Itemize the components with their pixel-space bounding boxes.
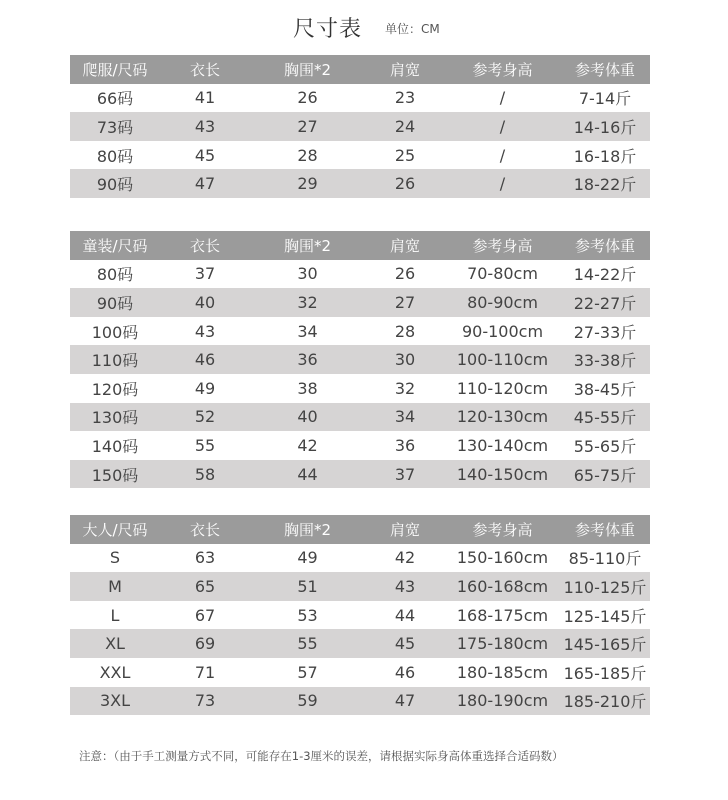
table-cell: 65-75斤 [573, 465, 637, 485]
table-cell: 30 [394, 350, 416, 370]
table-cell: 43 [394, 576, 416, 596]
table-cell: 44 [297, 464, 318, 484]
table-cell: 14-22斤 [573, 265, 637, 285]
table-cell: 185-210斤 [563, 692, 647, 712]
table-cell: 165-185斤 [563, 663, 647, 683]
table-cell: 42 [394, 548, 416, 568]
table-cell: 28 [394, 321, 416, 341]
table-cell: 150码 [91, 465, 139, 485]
table-cell: 18-22斤 [573, 175, 637, 195]
table-cell: 36 [394, 435, 416, 455]
table-cell: 45 [394, 634, 416, 654]
table-cell: 27 [297, 116, 318, 136]
table-cell: 30 [297, 264, 318, 284]
table-cell: 67 [194, 605, 216, 625]
page-title: 尺寸表 [293, 17, 363, 42]
table-cell: XXL [99, 662, 131, 682]
column-header: 参考体重 [574, 60, 635, 79]
table-row [70, 629, 650, 658]
table-cell: 42 [297, 435, 318, 455]
table-cell: 120码 [91, 379, 139, 399]
table-cell: 120-130cm [456, 407, 549, 427]
table-cell: 80-90cm [467, 292, 538, 312]
table-row [70, 345, 650, 374]
table-cell: 38-45斤 [573, 379, 637, 399]
column-header: 胸围*2 [283, 236, 332, 255]
table-cell: 26 [394, 264, 416, 284]
table-cell: 34 [297, 321, 318, 341]
table-cell: 58 [194, 464, 216, 484]
column-header: 衣长 [189, 236, 220, 255]
table-row [70, 544, 650, 573]
table-cell: L [110, 605, 120, 625]
table-row [70, 572, 650, 601]
table-cell: 27 [394, 292, 416, 312]
table-cell: 57 [297, 662, 318, 682]
table-cell: 110-120cm [456, 378, 549, 398]
table-cell: S [109, 548, 121, 568]
column-header: 胸围*2 [283, 520, 332, 539]
table-row [70, 169, 650, 198]
table-cell: 28 [297, 145, 318, 165]
table-cell: 47 [394, 691, 416, 711]
table-cell: 150-160cm [456, 548, 549, 568]
table-cell: 130-140cm [456, 435, 549, 455]
table-cell: 65 [194, 576, 216, 596]
column-header: 胸围*2 [283, 60, 332, 79]
table-cell: 40 [194, 292, 216, 312]
table-row [70, 460, 650, 489]
table-cell: 63 [194, 548, 216, 568]
table-cell: 43 [194, 321, 216, 341]
table-row [70, 601, 650, 630]
table-cell: 27-33斤 [573, 322, 637, 342]
table-cell: 25 [394, 145, 416, 165]
table-cell: 37 [394, 464, 416, 484]
column-header: 肩宽 [389, 520, 420, 539]
table-row [70, 260, 650, 289]
table-cell: 14-16斤 [573, 117, 637, 137]
column-header: 肩宽 [389, 60, 420, 79]
table-cell: 26 [394, 174, 416, 194]
table-header-row [70, 231, 650, 260]
table-cell: 33-38斤 [573, 351, 637, 371]
table-cell: 49 [194, 378, 216, 398]
table-cell: M [108, 576, 122, 596]
table-cell: 24 [394, 116, 416, 136]
table-row [70, 431, 650, 460]
table-cell: XL [105, 634, 125, 654]
table-cell: 37 [194, 264, 216, 284]
table-cell: 44 [394, 605, 416, 625]
table-cell: 180-185cm [456, 662, 549, 682]
column-header: 童装/尺码 [82, 236, 148, 255]
table-cell: 71 [194, 662, 216, 682]
table-cell: 145-165斤 [563, 635, 647, 655]
table-cell: 73码 [96, 117, 134, 137]
table-cell: 59 [297, 691, 318, 711]
table-cell: 180-190cm [456, 691, 549, 711]
table-header-row [70, 515, 650, 544]
table-cell: 130码 [91, 408, 139, 428]
table-row [70, 84, 650, 113]
table-cell: 175-180cm [456, 634, 549, 654]
column-header: 参考身高 [472, 520, 533, 539]
column-header: 参考体重 [574, 520, 635, 539]
title-bar [0, 12, 728, 44]
table-cell: 73 [194, 691, 216, 711]
column-header: 参考身高 [472, 60, 533, 79]
table-cell: 43 [194, 116, 216, 136]
size-table-kids [70, 231, 650, 488]
table-cell: 36 [297, 350, 318, 370]
table-cell: 45-55斤 [573, 408, 637, 428]
table-cell: 140-150cm [456, 464, 549, 484]
column-header: 大人/尺码 [82, 520, 148, 539]
table-row [70, 112, 650, 141]
table-cell: 26 [297, 88, 318, 108]
table-cell: 85-110斤 [568, 549, 642, 569]
table-cell: 80码 [96, 265, 134, 285]
table-row [70, 687, 650, 716]
table-row [70, 288, 650, 317]
table-cell: 80码 [96, 146, 134, 166]
table-cell: 52 [194, 407, 216, 427]
column-header: 参考体重 [574, 236, 635, 255]
column-header: 衣长 [189, 520, 220, 539]
table-row [70, 141, 650, 170]
table-cell: 32 [297, 292, 318, 312]
table-cell: 47 [194, 174, 216, 194]
table-row [70, 317, 650, 346]
table-cell: 125-145斤 [563, 606, 647, 626]
column-header: 爬服/尺码 [82, 60, 148, 79]
table-cell: 55 [194, 435, 216, 455]
table-cell: 38 [297, 378, 318, 398]
table-cell: / [499, 145, 506, 165]
table-cell: 22-27斤 [573, 293, 637, 313]
table-cell: 90码 [96, 175, 134, 195]
table-cell: 100-110cm [456, 350, 549, 370]
table-cell: 168-175cm [456, 605, 549, 625]
table-cell: / [499, 116, 506, 136]
table-cell: 7-14斤 [578, 89, 632, 109]
table-cell: 51 [297, 576, 318, 596]
table-row [70, 658, 650, 687]
table-cell: 53 [297, 605, 318, 625]
table-cell: 110码 [91, 351, 139, 371]
table-cell: 160-168cm [456, 576, 549, 596]
table-cell: / [499, 88, 506, 108]
table-cell: 29 [297, 174, 318, 194]
table-cell: 110-125斤 [563, 577, 647, 597]
table-cell: 70-80cm [467, 264, 538, 284]
table-header-row [70, 55, 650, 84]
table-cell: 90-100cm [461, 321, 544, 341]
size-table-crawler [70, 55, 650, 198]
unit-label: 单位：CM [385, 22, 440, 36]
table-cell: 46 [194, 350, 216, 370]
table-cell: 23 [394, 88, 416, 108]
measurement-note: 注意：（由于手工测量方式不同，可能存在1-3厘米的误差，请根据实际身高体重选择合适码数） [79, 749, 564, 763]
table-cell: 46 [394, 662, 416, 682]
table-cell: 45 [194, 145, 216, 165]
table-cell: 66码 [96, 89, 134, 109]
table-cell: / [499, 174, 506, 194]
table-cell: 140码 [91, 436, 139, 456]
table-cell: 40 [297, 407, 318, 427]
table-cell: 100码 [91, 322, 139, 342]
table-cell: 69 [194, 634, 216, 654]
table-cell: 49 [297, 548, 318, 568]
column-header: 参考身高 [472, 236, 533, 255]
size-table-adult [70, 515, 650, 715]
table-cell: 55-65斤 [573, 436, 637, 456]
table-cell: 34 [394, 407, 416, 427]
table-row [70, 374, 650, 403]
table-row [70, 403, 650, 432]
table-cell: 32 [394, 378, 416, 398]
column-header: 衣长 [189, 60, 220, 79]
column-header: 肩宽 [389, 236, 420, 255]
table-cell: 41 [194, 88, 216, 108]
table-cell: 90码 [96, 293, 134, 313]
table-cell: 55 [297, 634, 318, 654]
table-cell: 16-18斤 [573, 146, 637, 166]
table-cell: 3XL [99, 691, 131, 711]
